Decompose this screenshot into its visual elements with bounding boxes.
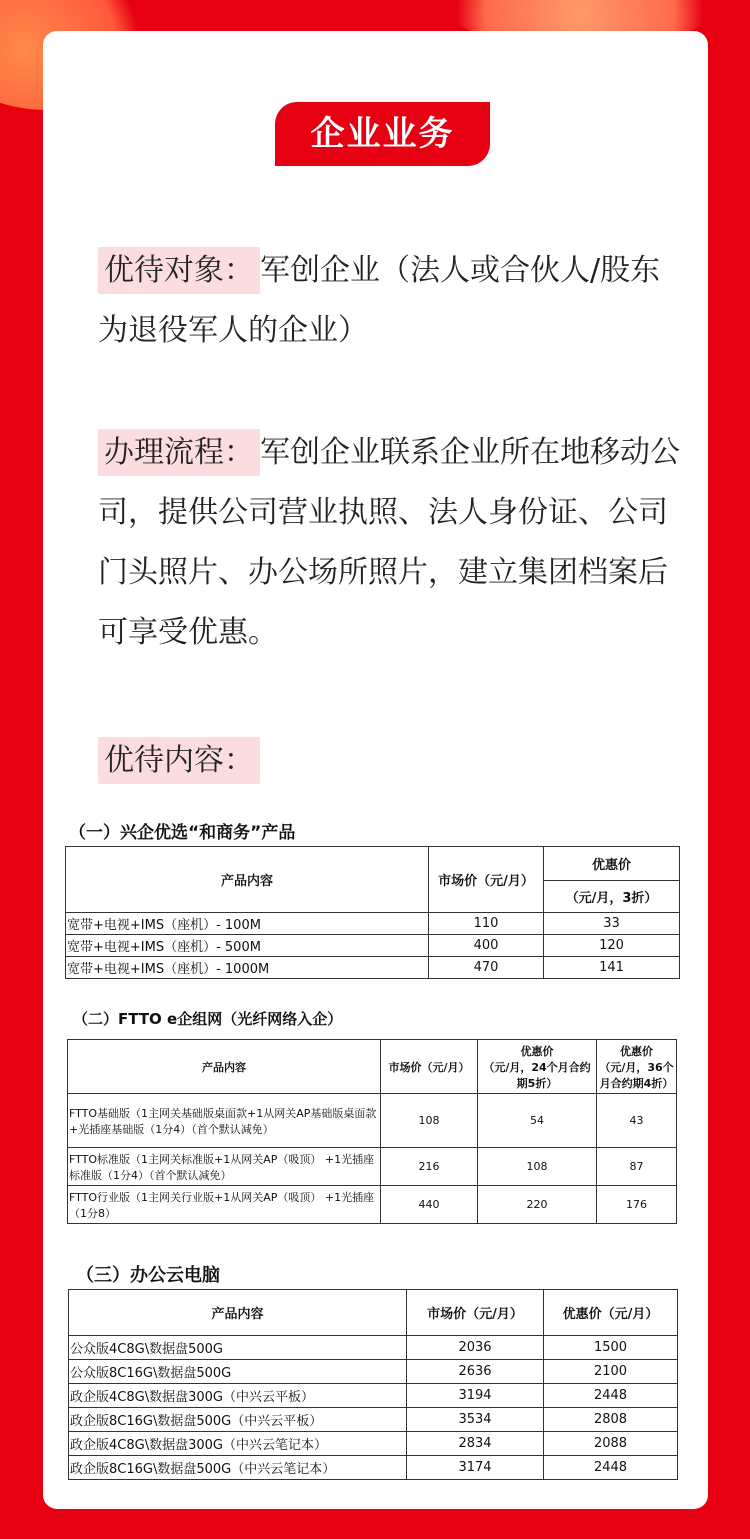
table3-cell: 政企版4C8G\数据盘300G（中兴云平板） — [69, 1384, 407, 1408]
table2-cell: 54 — [478, 1094, 597, 1148]
table-row — [69, 1408, 678, 1432]
table1-title: （一）兴企优选“和商务”产品 — [69, 823, 296, 843]
table3-cell: 3194 — [407, 1384, 544, 1408]
table2-cell: 176 — [597, 1186, 677, 1224]
table3-cell: 政企版8C16G\数据盘500G（中兴云笔记本） — [69, 1456, 407, 1480]
table3-cell: 公众版4C8G\数据盘500G — [69, 1336, 407, 1360]
table-row — [68, 1094, 677, 1148]
table-row — [69, 1432, 678, 1456]
table1-cell: 400 — [429, 935, 544, 957]
table3-cell: 公众版8C16G\数据盘500G — [69, 1360, 407, 1384]
table-row — [66, 913, 680, 935]
table1-header-market: 市场价（元/月） — [429, 847, 544, 913]
table1-cell: 141 — [544, 957, 680, 979]
table3-cell: 3174 — [407, 1456, 544, 1480]
table2-header-discount-36-note: （元/月，36个月合约期4折） — [599, 1060, 674, 1090]
process-paragraph — [98, 423, 688, 663]
table3-cell: 2834 — [407, 1432, 544, 1456]
table-row — [68, 1148, 677, 1186]
table3-cell: 政企版4C8G\数据盘300G（中兴云笔记本） — [69, 1432, 407, 1456]
table2-cell: 87 — [597, 1148, 677, 1186]
table2-cell: 108 — [381, 1094, 478, 1148]
section-banner: 企业业务 — [275, 102, 490, 166]
table-row — [69, 1360, 678, 1384]
table2-header-discount-36 — [597, 1040, 677, 1094]
table2-cell: 216 — [381, 1148, 478, 1186]
target-paragraph — [98, 241, 688, 361]
content-label: 优待内容： — [98, 737, 260, 784]
table-row — [69, 1336, 678, 1360]
table3-cell: 2636 — [407, 1360, 544, 1384]
process-text: 军创企业联系企业所在地移动公司，提供公司营业执照、法人身份证、公司门头照片、办公场所照片，建立集团档案后可享受优惠。 — [98, 435, 680, 650]
table2-cell: 220 — [478, 1186, 597, 1224]
table3-header-market: 市场价（元/月） — [407, 1290, 544, 1336]
table-row — [66, 957, 680, 979]
table3-cell: 1500 — [544, 1336, 678, 1360]
table1-cell: 宽带+电视+IMS（座机）- 500M — [66, 935, 429, 957]
table3 — [68, 1289, 678, 1480]
table-row — [66, 935, 680, 957]
table-row — [69, 1456, 678, 1480]
table2-cell: FTTO基础版（1主网关基础版桌面款+1从网关AP基础版桌面款+光插座基础版（1分4）（首个默认减免） — [68, 1094, 381, 1148]
content-paragraph — [98, 731, 688, 791]
table2-cell: FTTO行业版（1主网关行业版+1从网关AP（吸顶） +1光插座（1分8） — [68, 1186, 381, 1224]
table1-cell: 110 — [429, 913, 544, 935]
table3-cell: 政企版8C16G\数据盘500G（中兴云平板） — [69, 1408, 407, 1432]
table2-cell: FTTO标准版（1主网关标准版+1从网关AP（吸顶） +1光插座标准版（1分4）（首个默认减免） — [68, 1148, 381, 1186]
table2-header-discount-24-title: 优惠价 — [520, 1044, 554, 1058]
table2 — [67, 1039, 677, 1224]
table2-header-discount-24 — [478, 1040, 597, 1094]
table3-cell: 3534 — [407, 1408, 544, 1432]
table-row — [69, 1384, 678, 1408]
table-hexing-products — [65, 812, 680, 979]
table1-header-product: 产品内容 — [66, 847, 429, 913]
table2-header-product: 产品内容 — [68, 1040, 381, 1094]
table3-cell: 2100 — [544, 1360, 678, 1384]
table3-cell: 2808 — [544, 1408, 678, 1432]
table2-cell: 108 — [478, 1148, 597, 1186]
target-text: 军创企业（法人或合伙人/股东为退役军人的企业） — [98, 253, 661, 348]
table1-cell: 120 — [544, 935, 680, 957]
table-row — [68, 1186, 677, 1224]
table1-cell: 宽带+电视+IMS（座机）- 1000M — [66, 957, 429, 979]
table2-cell: 43 — [597, 1094, 677, 1148]
table3-header-discount: 优惠价（元/月） — [544, 1290, 678, 1336]
table-ftto — [67, 998, 677, 1224]
table1-header-discount: 优惠价 — [544, 847, 680, 881]
table2-header-discount-24-note: （元/月，24个月合约期5折） — [483, 1060, 591, 1090]
table2-title: （二）FTTO e企组网（光纤网络入企） — [73, 1010, 343, 1028]
table1-cell: 33 — [544, 913, 680, 935]
target-label: 优待对象： — [98, 247, 260, 294]
table1-cell: 470 — [429, 957, 544, 979]
process-label: 办理流程： — [98, 429, 260, 476]
content-card — [43, 31, 708, 1509]
table-cloud-pc — [68, 1259, 678, 1480]
table3-cell: 2448 — [544, 1456, 678, 1480]
table3-cell: 2088 — [544, 1432, 678, 1456]
table3-cell: 2036 — [407, 1336, 544, 1360]
table1-cell: 宽带+电视+IMS（座机）- 100M — [66, 913, 429, 935]
table1 — [65, 846, 680, 979]
table2-header-market: 市场价（元/月） — [381, 1040, 478, 1094]
table3-header-product: 产品内容 — [69, 1290, 407, 1336]
table2-header-discount-36-title: 优惠价 — [620, 1044, 653, 1058]
table3-cell: 2448 — [544, 1384, 678, 1408]
table3-title: （三）办公云电脑 — [76, 1265, 220, 1286]
table1-header-discount-note: （元/月，3折） — [544, 881, 680, 913]
table2-cell: 440 — [381, 1186, 478, 1224]
